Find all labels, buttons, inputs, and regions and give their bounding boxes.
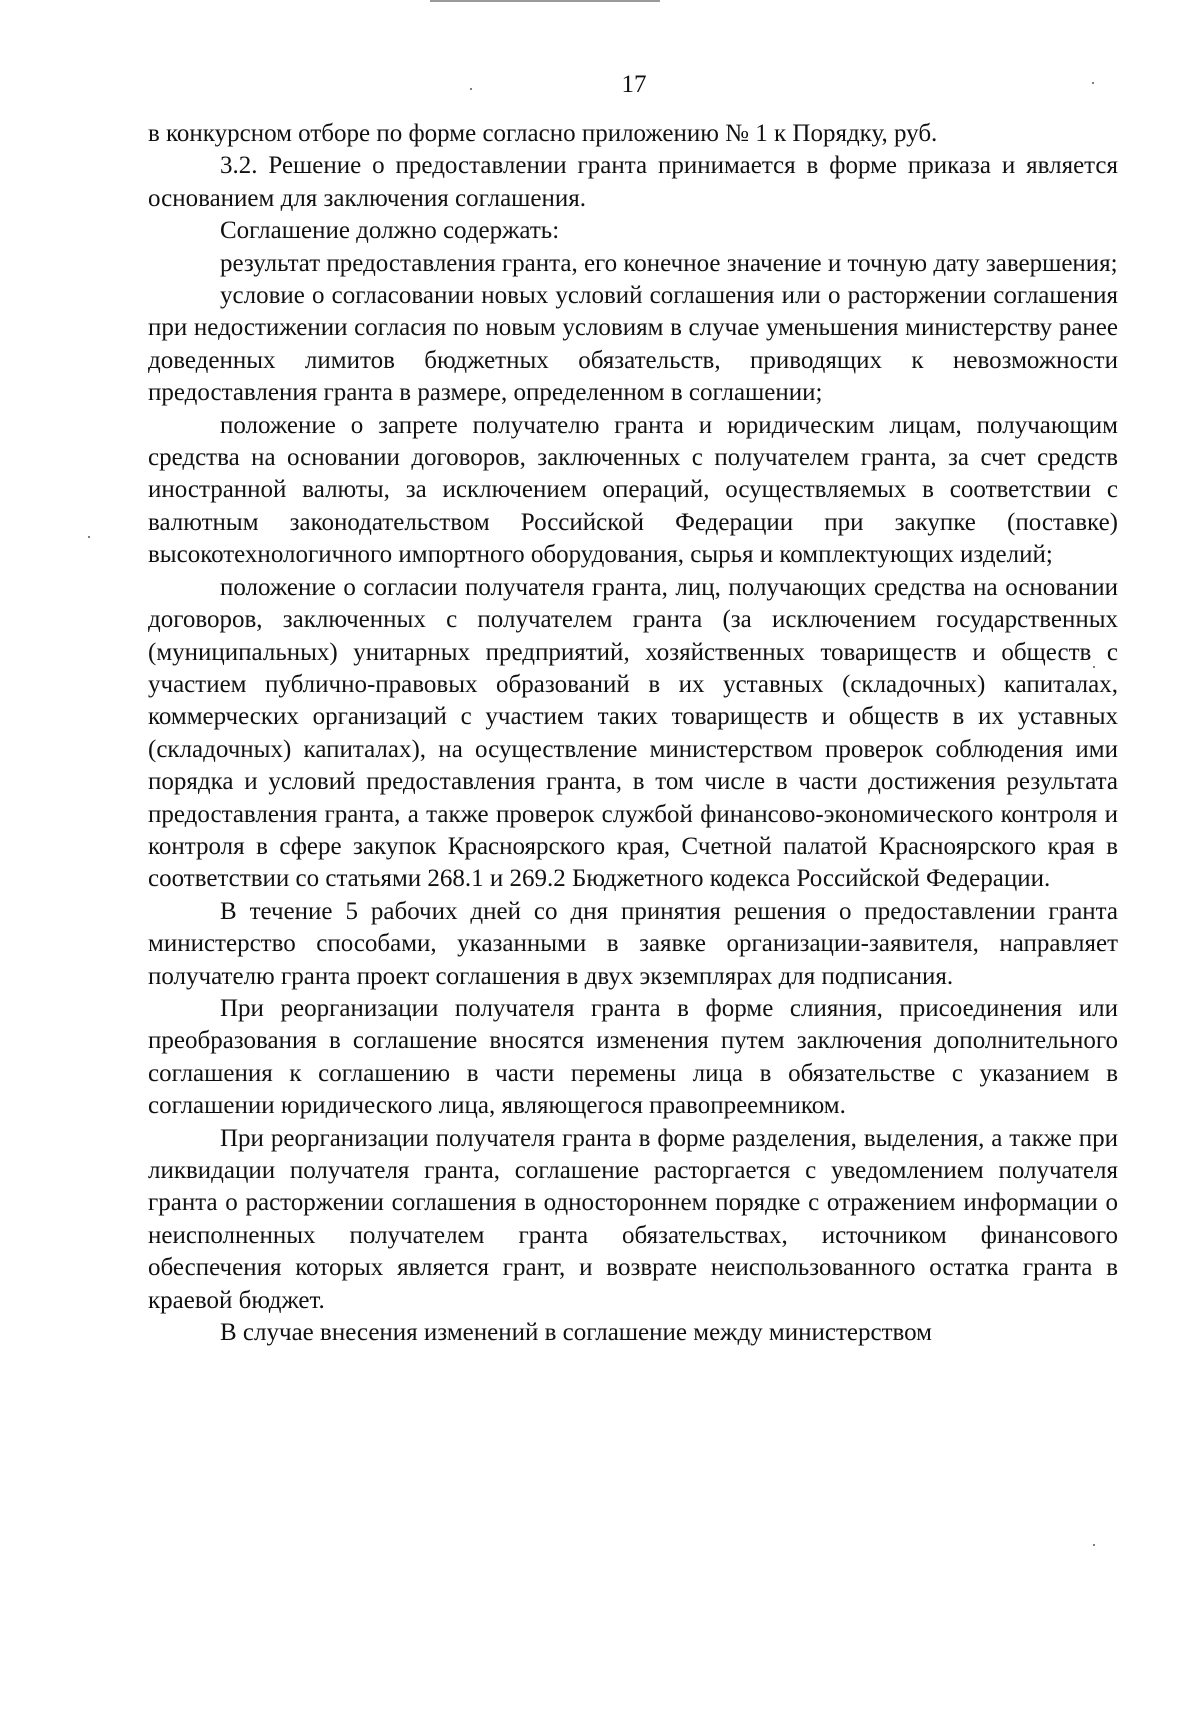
scan-speck bbox=[88, 536, 90, 538]
paragraph-reorganization-merger: При реорганизации получателя гранта в форме слияния, присоединения или преобразования в соглашение вносятся изменения путем заключения дополнительного соглашения к соглашению в части перемены лица в обязательстве с указанием в соглашении юридического лица, являющегося правопреемником. bbox=[148, 994, 1118, 1120]
scan-speck bbox=[1092, 82, 1094, 84]
paragraph-clause-3-2: 3.2. Решение о предоставлении гранта принимается в форме приказа и является основанием для заключения соглашения. bbox=[148, 152, 1118, 212]
scan-speck bbox=[1093, 666, 1095, 668]
paragraph-currency-prohibition: положение о запрете получателю гранта и юридическим лицам, получающим средства на основании договоров, заключенных с получателем гранта, за счет средств иностранной валюты, за исключением операций, осуществляемых в соответствии с валютным законодательством Российской Федерации при закупке (поставке) высокотехнологичного импортного оборудования, сырья и комплектующих изделий; bbox=[148, 411, 1118, 569]
paragraph-audit-consent: положение о согласии получателя гранта, лиц, получающих средства на основании договоров, заключенных с получателем гранта (за исключением государственных (муниципальных) унитарных предприятий, хозяйственных товариществ и обществ с участием публично-правовых образований в их уставных (складочных) капиталах, коммерческих организаций с участием таких товариществ и обществ в их уставных (складочных) капиталах), на осуществление министерством проверок соблюдения ими порядка и условий предоставления гранта, в том числе в части достижения результата предоставления гранта, а также проверок службой финансово-экономического контроля и контроля в сфере закупок Красноярского края, Счетной палатой Красноярского края в соответствии со статьями 268.1 и 269.2 Бюджетного кодекса Российской Федерации. bbox=[148, 573, 1118, 893]
document-body bbox=[148, 118, 1118, 1349]
paragraph-amendments: В случае внесения изменений в соглашение между министерством bbox=[220, 1319, 932, 1347]
paragraph-new-conditions: условие о согласовании новых условий соглашения или о расторжении соглашения при недостижении согласия по новым условиям в случае уменьшения министерству ранее доведенных лимитов бюджетных обязательств, приводящих к невозможности предоставления гранта в размере, определенном в соглашении; bbox=[148, 282, 1118, 407]
paragraph-grant-result: результат предоставления гранта, его конечное значение и точную дату завершения; bbox=[220, 249, 1118, 277]
paragraph-agreement-sending: В течение 5 рабочих дней со дня принятия решения о предоставлении гранта министерство способами, указанными в заявке организации-заявителя, направляет получателю гранта проект соглашения в двух экземплярах для подписания. bbox=[148, 897, 1118, 990]
page-number: 17 bbox=[621, 71, 647, 98]
scan-speck bbox=[470, 88, 472, 90]
scan-speck bbox=[1093, 1544, 1095, 1546]
paragraph-agreement-contents: Соглашение должно содержать: bbox=[220, 217, 560, 245]
paragraph-continuation: в конкурсном отборе по форме согласно приложению № 1 к Порядку, руб. bbox=[148, 120, 938, 147]
paragraph-reorganization-division: При реорганизации получателя гранта в форме разделения, выделения, а также при ликвидации получателя гранта, соглашение расторгается с уведомлением получателя гранта о расторжении соглашения в одностороннем порядке с отражением информации о неисполненных получателем гранта обязательствах, источником финансового обеспечения которых является грант, и возврате неиспользованного остатка гранта в краевой бюджет. bbox=[148, 1124, 1118, 1314]
scan-edge-line bbox=[430, 0, 660, 2]
